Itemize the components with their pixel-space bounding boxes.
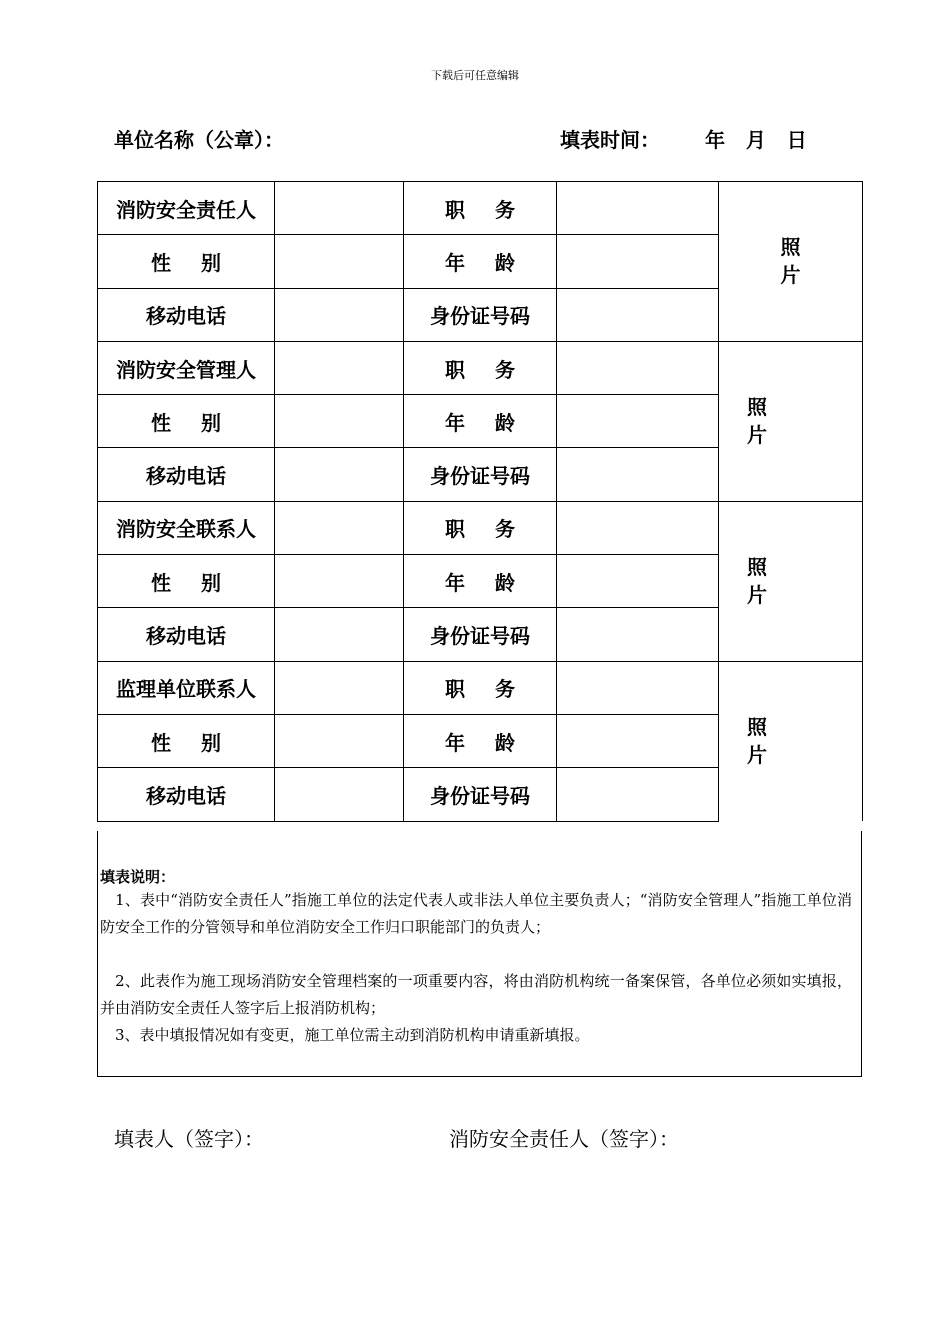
mobile-cell[interactable]: [275, 608, 404, 661]
instruction-item: 1、表中“消防安全责任人”指施工单位的法定代表人或非法人单位主要负责人；“消防安全管理人”指施工单位消防安全工作的分管领导和单位消防安全工作归口职能部门的负责人；: [100, 891, 852, 936]
position-label: 职务: [404, 182, 557, 235]
filler-signature-label: 填表人（签字）：: [114, 1127, 264, 1151]
date-placeholder: 年 月 日: [705, 128, 807, 152]
unit-name-label: 单位名称（公章）：: [114, 128, 284, 152]
position-cell[interactable]: [557, 661, 719, 714]
table-row: [98, 501, 863, 554]
gender-label: 性别: [98, 235, 275, 288]
gender-label: 性别: [98, 555, 275, 608]
role-label: 消防安全联系人: [98, 501, 275, 554]
name-cell[interactable]: [275, 182, 404, 235]
name-cell[interactable]: [275, 501, 404, 554]
age-label: 年龄: [404, 235, 557, 288]
gender-cell[interactable]: [275, 555, 404, 608]
photo-label-char: 片: [747, 743, 767, 768]
mobile-cell[interactable]: [275, 288, 404, 341]
photo-label-char: 片: [747, 423, 767, 448]
id-number-cell[interactable]: [557, 288, 719, 341]
gender-cell[interactable]: [275, 235, 404, 288]
id-number-label: 身份证号码: [404, 608, 557, 661]
age-cell[interactable]: [557, 395, 719, 448]
position-label: 职务: [404, 501, 557, 554]
position-label: 职务: [404, 661, 557, 714]
photo-label: [781, 233, 801, 289]
name-cell[interactable]: [275, 661, 404, 714]
table-row: [98, 182, 863, 235]
role-label: 监理单位联系人: [98, 661, 275, 714]
photo-label: [747, 393, 767, 449]
photo-label-char: 片: [780, 263, 801, 288]
age-label: 年龄: [404, 714, 557, 767]
gender-cell[interactable]: [275, 714, 404, 767]
position-cell[interactable]: [557, 182, 719, 235]
photo-label-char: 照: [747, 715, 767, 740]
mobile-cell[interactable]: [275, 448, 404, 501]
mobile-label: 移动电话: [98, 288, 275, 341]
name-cell[interactable]: [275, 341, 404, 394]
id-number-label: 身份证号码: [404, 768, 557, 821]
photo-cell[interactable]: [719, 182, 863, 342]
mobile-label: 移动电话: [98, 768, 275, 821]
position-label: 职务: [404, 341, 557, 394]
instruction-item: 3、表中填报情况如有变更，施工单位需主动到消防机构申请重新填报。: [100, 1026, 590, 1044]
age-label: 年龄: [404, 395, 557, 448]
position-cell[interactable]: [557, 341, 719, 394]
id-number-cell[interactable]: [557, 448, 719, 501]
id-number-cell[interactable]: [557, 768, 719, 821]
id-number-cell[interactable]: [557, 608, 719, 661]
photo-label-char: 照: [780, 235, 801, 260]
age-cell[interactable]: [557, 714, 719, 767]
instructions-box: [97, 831, 862, 1077]
photo-label-char: 照: [747, 395, 767, 420]
role-label: 消防安全责任人: [98, 182, 275, 235]
instructions-title: 填表说明：: [100, 868, 176, 886]
role-label: 消防安全管理人: [98, 341, 275, 394]
gender-label: 性别: [98, 395, 275, 448]
mobile-label: 移动电话: [98, 608, 275, 661]
personnel-table: [97, 181, 863, 822]
age-cell[interactable]: [557, 555, 719, 608]
age-cell[interactable]: [557, 235, 719, 288]
mobile-label: 移动电话: [98, 448, 275, 501]
photo-label: [747, 713, 767, 769]
mobile-cell[interactable]: [275, 768, 404, 821]
photo-cell[interactable]: [719, 501, 863, 661]
photo-label: [747, 553, 767, 609]
table-row: [98, 661, 863, 714]
age-label: 年龄: [404, 555, 557, 608]
position-cell[interactable]: [557, 501, 719, 554]
fill-time-label: 填表时间：: [560, 128, 660, 152]
instruction-item: 2、此表作为施工现场消防安全管理档案的一项重要内容，将由消防机构统一备案保管，各单位必须如实填报，并由消防安全责任人签字后上报消防机构；: [100, 972, 852, 1017]
photo-label-char: 照: [747, 555, 767, 580]
responsible-signature-label: 消防安全责任人（签字）：: [449, 1127, 679, 1151]
photo-label-char: 片: [747, 583, 767, 608]
table-row: [98, 341, 863, 394]
photo-cell[interactable]: [719, 341, 863, 501]
gender-cell[interactable]: [275, 395, 404, 448]
photo-cell[interactable]: [719, 661, 863, 821]
gender-label: 性别: [98, 714, 275, 767]
id-number-label: 身份证号码: [404, 448, 557, 501]
watermark: 下载后可任意编辑: [431, 69, 519, 82]
id-number-label: 身份证号码: [404, 288, 557, 341]
